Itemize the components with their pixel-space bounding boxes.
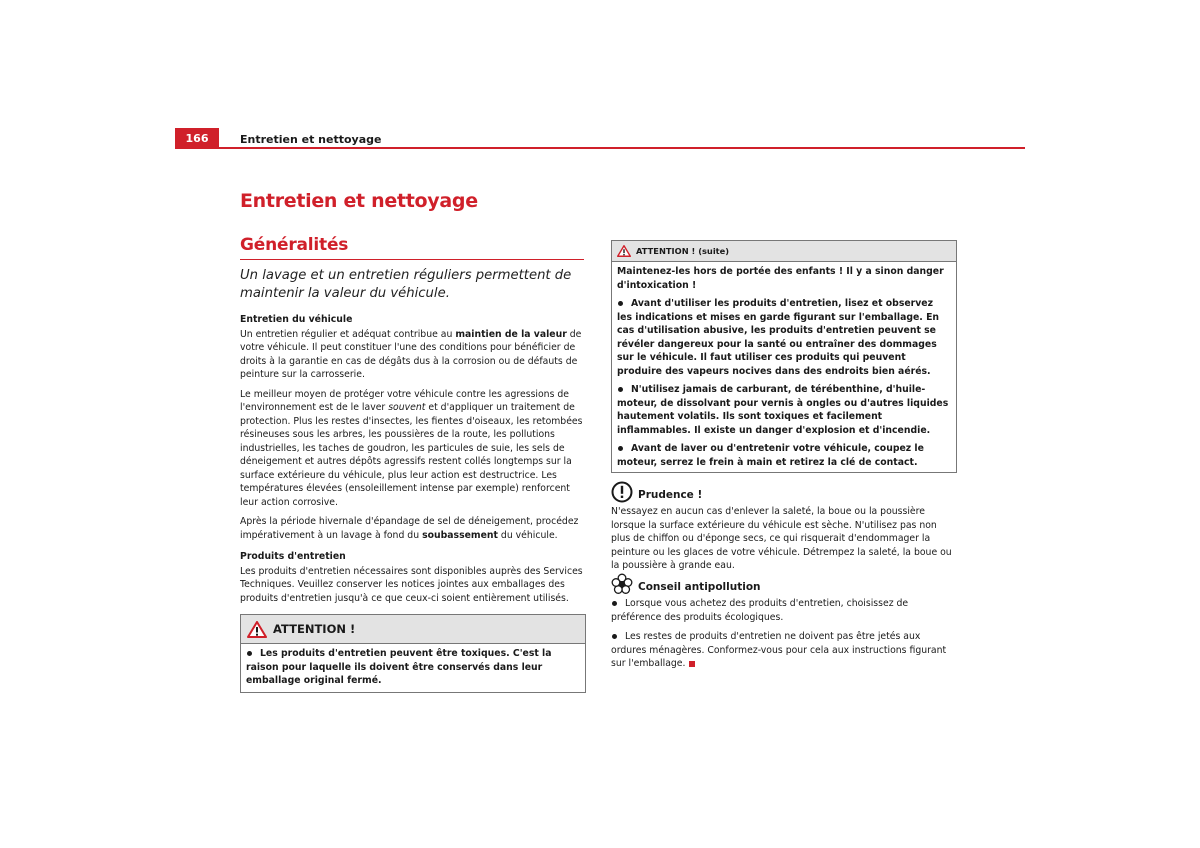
attention-continued-title: ATTENTION ! (suite) [636, 246, 730, 256]
text-run: Un entretien régulier et adéquat contribue au [240, 328, 456, 340]
vehicle-care-paragraph-2 [240, 388, 585, 510]
end-of-section-icon [689, 661, 695, 667]
section-rule [240, 259, 584, 260]
bullet-icon [612, 601, 617, 606]
eco-header [611, 573, 956, 595]
exclamation-circle-icon [611, 481, 633, 503]
eco-title: Conseil antipollution [638, 581, 761, 594]
bullet-icon [247, 651, 252, 656]
left-column [240, 313, 585, 611]
eco-item-text: Les restes de produits d'entretien ne doivent pas être jetés aux ordures ménagères. Conformez-vous pour cela aux instructions figurant sur l'emballage. [611, 631, 947, 669]
attention-continued-box [611, 240, 957, 473]
attention-title: ATTENTION ! [273, 622, 356, 636]
bullet-icon [618, 446, 623, 451]
attention-continued-item [617, 297, 951, 378]
attention-continued-item [617, 383, 951, 437]
vehicle-care-paragraph-3 [240, 515, 585, 542]
eco-item [611, 597, 956, 624]
attention-body [241, 644, 585, 692]
attention-box-header [241, 615, 585, 644]
attention-item: Les produits d'entretien peuvent être toxiques. C'est la raison pour laquelle ils doivent être conservés dans leur emballage original fermé. [246, 648, 552, 686]
warning-triangle-icon [617, 245, 631, 257]
eco-item [611, 630, 956, 671]
attention-item-text: Avant d'utiliser les produits d'entretien, lisez et observez les indications et mises en garde figurant sur l'emballage. En cas d'utilisation abusive, les produits d'entretien peuvent se révéler dangereux pour la santé ou entraîner des dommages sur le véhicule. Il faut utiliser ces produits qui peuvent produire des vapeurs nocives dans des endroits bien aérés. [617, 298, 940, 377]
flower-eco-icon [611, 573, 633, 595]
attention-continued-intro: Maintenez-les hors de portée des enfants ! Il y a sinon danger d'intoxication ! [617, 266, 944, 291]
eco-item-text: Lorsque vous achetez des produits d'entretien, choisissez de préférence des produits écologiques. [611, 598, 909, 623]
attention-item-text: Avant de laver ou d'entretenir votre véhicule, coupez le moteur, serrez le frein à main et retirez la clé de contact. [617, 443, 924, 468]
bullet-icon [618, 301, 623, 306]
caution-text: N'essayez en aucun cas d'enlever la saleté, la boue ou la poussière lorsque la surface extérieure du véhicule est sèche. N'utilisez pas non plus de chiffon ou d'éponge secs, ce qui risquerait d'endommager la peinture ou les glaces de votre véhicule. Détrempez la saleté, la boue ou la poussière à grande eau. [611, 506, 952, 571]
attention-continued-item [617, 442, 951, 469]
attention-box [240, 614, 586, 693]
text-run: et d'appliquer un traitement de protection. Plus les restes d'insectes, les fientes d'oiseaux, les retombées résineuses sous les arbres, les poussières de la route, les pollutions industrielles, les taches de goudron, les particules de suie, les sels de déneigement et autres dépôts agressifs restent collés longtemps sur la surface extérieure du véhicule, plus leur action est destructrice. Les températures élevées (ensoleillement intense par exemple) renforcent leur action corrosive. [240, 402, 583, 508]
text-run: de votre véhicule. Il peut constituer l'une des conditions pour bénéficier de droits à la garantie en cas de dégâts dus à la corrosion ou de défauts de peinture sur la carrosserie. [240, 328, 582, 380]
products-paragraph: Les produits d'entretien nécessaires sont disponibles auprès des Services Techniques. Veuillez conserver les notices jointes aux emballages des produits d'entretien jusqu'à ce que ceux-ci soient entièrement utilisés. [240, 565, 583, 604]
header-rule [175, 147, 1025, 149]
caution-note [611, 481, 956, 579]
bullet-icon [612, 634, 617, 639]
text-run: Après la période hivernale d'épandage de sel de déneigement, procédez impérativement à un lavage à fond du [240, 516, 579, 541]
vehicle-care-paragraph-1 [240, 328, 585, 382]
intro-text: Un lavage et un entretien réguliers permettent de maintenir la valeur du véhicule. [240, 268, 572, 301]
attention-continued-header [612, 241, 956, 262]
text-run: Le meilleur moyen de protéger votre véhicule contre les agressions de l'environnement est de le laver [240, 388, 569, 413]
emphasis-text: souvent [388, 402, 426, 413]
page-number: 166 [175, 128, 219, 148]
caution-title: Prudence ! [638, 489, 703, 502]
running-title: Entretien et nettoyage [240, 133, 382, 146]
section-title: Généralités [240, 235, 349, 255]
text-run: du véhicule. [497, 529, 558, 541]
emphasis-text: soubassement [422, 529, 498, 541]
bullet-icon [618, 387, 623, 392]
eco-note [611, 573, 956, 677]
attention-continued-body [612, 262, 956, 472]
chapter-title: Entretien et nettoyage [240, 190, 478, 212]
emphasis-text: maintien de la valeur [455, 328, 567, 340]
attention-item-text: N'utilisez jamais de carburant, de térébenthine, d'huile-moteur, de dissolvant pour vernis à ongles ou d'autres liquides hautement volatils. Ils sont toxiques et facilement inflammables. Il existe un danger d'explosion et d'incendie. [617, 384, 949, 436]
caution-header [611, 481, 956, 503]
warning-triangle-icon [247, 621, 267, 638]
vehicle-care-heading: Entretien du véhicule [240, 314, 353, 325]
products-heading: Produits d'entretien [240, 551, 346, 562]
